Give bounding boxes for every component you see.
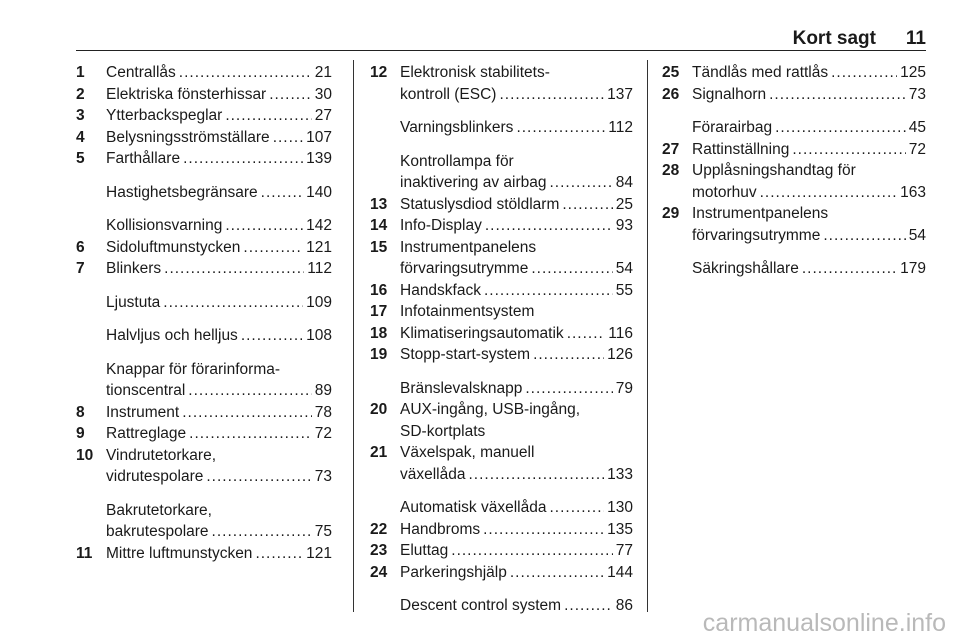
leader-dots xyxy=(225,105,311,127)
entry-title: Varningsblinkers xyxy=(400,119,514,136)
entry-number: 16 xyxy=(370,281,388,299)
leader-dots xyxy=(792,139,905,161)
column-divider xyxy=(353,60,354,612)
index-entry xyxy=(370,215,633,237)
entry-number: 10 xyxy=(76,446,94,464)
entry-title: Stopp-start-system xyxy=(400,346,531,363)
index-column-3 xyxy=(662,62,926,280)
entry-number: 2 xyxy=(76,85,85,103)
index-entry xyxy=(76,445,332,488)
leader-dots xyxy=(484,280,613,302)
leader-dots xyxy=(769,84,906,106)
index-entry xyxy=(370,323,633,345)
entry-number: 6 xyxy=(76,238,85,256)
entry-title: Ljustuta xyxy=(106,293,161,311)
leader-dots xyxy=(533,344,604,366)
entry-page-number: 86 xyxy=(615,597,633,614)
entry-title: Eluttag xyxy=(400,542,449,559)
entry-text-line: Instrumentpanelens xyxy=(400,238,537,256)
index-entry xyxy=(76,500,332,543)
entry-page-number: 135 xyxy=(607,520,633,538)
entry-number: 25 xyxy=(662,64,680,81)
index-entry xyxy=(370,519,633,541)
leader-dots xyxy=(562,194,612,216)
entry-number: 11 xyxy=(76,544,93,562)
entry-page-number: 55 xyxy=(615,281,633,299)
entry-page-number: 93 xyxy=(615,217,633,234)
entry-text-line: Instrumentpanelens xyxy=(692,205,829,222)
entry-page-number: 137 xyxy=(607,85,633,103)
leader-dots xyxy=(182,402,312,424)
entry-number: 8 xyxy=(76,403,85,421)
leader-dots xyxy=(189,423,312,445)
entry-page-number: 73 xyxy=(314,468,332,485)
index-entry xyxy=(76,127,332,149)
leader-dots xyxy=(516,117,605,139)
entry-page-number: 21 xyxy=(314,64,332,81)
entry-title: Rattreglage xyxy=(106,425,187,442)
entry-page-number: 72 xyxy=(908,140,926,158)
entry-page-number: 45 xyxy=(908,119,926,136)
leader-dots xyxy=(549,172,612,194)
entry-page-number: 25 xyxy=(615,195,633,213)
entry-title: Förarairbag xyxy=(692,119,773,136)
entry-number: 20 xyxy=(370,401,388,418)
entry-page-number: 121 xyxy=(306,238,332,256)
index-entry xyxy=(662,160,926,203)
leader-dots xyxy=(775,117,906,139)
index-entry xyxy=(370,194,633,216)
leader-dots xyxy=(163,292,303,314)
entry-title: Handskfack xyxy=(400,281,481,299)
entry-number: 26 xyxy=(662,85,680,103)
leader-dots xyxy=(510,562,604,584)
leader-dots xyxy=(273,127,303,149)
index-entry xyxy=(370,301,633,323)
entry-title: Handbroms xyxy=(400,520,481,538)
entry-number: 3 xyxy=(76,107,85,124)
index-entry xyxy=(76,84,332,106)
watermark: carmanualsonline.info xyxy=(702,609,946,637)
entry-title: inaktivering av airbag xyxy=(400,174,547,191)
entry-title: Rattinställning xyxy=(692,140,790,158)
entry-title: motorhuv xyxy=(692,183,757,201)
entry-title: Elektriska fönsterhissar xyxy=(106,85,267,103)
index-entry xyxy=(370,595,633,617)
index-column-1 xyxy=(76,62,332,564)
entry-page-number: 30 xyxy=(314,85,332,103)
section-title: Kort sagt xyxy=(792,28,876,49)
index-entry xyxy=(370,399,633,442)
leader-dots xyxy=(188,380,311,402)
leader-dots xyxy=(567,323,606,345)
index-entry xyxy=(370,497,633,519)
entry-title: Signalhorn xyxy=(692,85,767,103)
entry-title: Centrallås xyxy=(106,64,176,81)
leader-dots xyxy=(823,225,905,247)
entry-number: 7 xyxy=(76,260,85,277)
entry-page-number: 73 xyxy=(908,85,926,103)
entry-title: Bränslevalsknapp xyxy=(400,379,523,397)
leader-dots xyxy=(549,497,604,519)
leader-dots xyxy=(802,258,897,280)
entry-title: kontroll (ESC) xyxy=(400,85,497,103)
page-header xyxy=(76,26,926,51)
index-entry xyxy=(662,117,926,139)
entry-page-number: 89 xyxy=(314,382,332,399)
index-entry xyxy=(662,139,926,161)
index-entry xyxy=(370,344,633,366)
index-entry xyxy=(662,203,926,246)
entry-title: Ytterbackspeglar xyxy=(106,107,223,124)
entry-page-number: 107 xyxy=(306,128,332,146)
leader-dots xyxy=(760,182,898,204)
entry-title: Statuslysdiod stöldlarm xyxy=(400,195,560,213)
entry-text-line: Elektronisk stabilitets- xyxy=(400,64,550,81)
entry-title: förvaringsutrymme xyxy=(400,260,529,277)
entry-page-number: 112 xyxy=(307,260,332,277)
entry-number: 15 xyxy=(370,238,388,256)
entry-number: 22 xyxy=(370,520,388,538)
entry-number: 13 xyxy=(370,195,388,213)
entry-text-line: AUX-ingång, USB-ingång, xyxy=(400,401,581,418)
entry-page-number: 79 xyxy=(615,379,633,397)
entry-title: Parkeringshjälp xyxy=(400,563,507,581)
entry-page-number: 108 xyxy=(306,327,332,344)
leader-dots xyxy=(531,258,612,280)
entry-number: 28 xyxy=(662,162,680,179)
index-entry xyxy=(76,423,332,445)
entry-title: Mittre luftmunstycken xyxy=(106,544,253,562)
entry-title: Blinkers xyxy=(106,260,162,277)
entry-page-number: 130 xyxy=(607,499,633,516)
entry-title: Kollisionsvarning xyxy=(106,217,223,234)
entry-page-number: 116 xyxy=(608,324,633,342)
leader-dots xyxy=(525,378,612,400)
leader-dots xyxy=(241,325,303,347)
index-entry xyxy=(370,540,633,562)
entry-title: Belysningsströmställare xyxy=(106,128,270,146)
entry-number: 5 xyxy=(76,150,85,167)
entry-title: Automatisk växellåda xyxy=(400,499,547,516)
entry-number: 1 xyxy=(76,64,85,81)
index-entry xyxy=(76,182,332,204)
index-entry xyxy=(370,280,633,302)
leader-dots xyxy=(183,148,303,170)
index-entry xyxy=(76,237,332,259)
entry-number: 29 xyxy=(662,205,680,222)
leader-dots xyxy=(483,519,604,541)
index-entry xyxy=(370,562,633,584)
leader-dots xyxy=(261,182,303,204)
entry-number: 14 xyxy=(370,217,388,234)
leader-dots xyxy=(212,521,312,543)
index-entry xyxy=(76,402,332,424)
entry-title: bakrutespolare xyxy=(106,523,209,540)
leader-dots xyxy=(225,215,303,237)
entry-page-number: 179 xyxy=(900,260,926,277)
index-entry xyxy=(76,215,332,237)
leader-dots xyxy=(451,540,612,562)
index-entry xyxy=(370,151,633,194)
entry-title: Infotainmentsystem xyxy=(400,303,535,320)
leader-dots xyxy=(485,215,613,237)
entry-title: Hastighetsbegränsare xyxy=(106,183,258,201)
entry-number: 21 xyxy=(370,444,388,461)
entry-title: Farthållare xyxy=(106,150,181,167)
entry-page-number: 121 xyxy=(306,544,332,562)
entry-title: Instrument xyxy=(106,403,180,421)
page-number: 11 xyxy=(905,28,926,49)
leader-dots xyxy=(499,84,604,106)
leader-dots xyxy=(564,595,613,617)
entry-page-number: 72 xyxy=(314,425,332,442)
entry-page-number: 54 xyxy=(615,260,633,277)
entry-text-line: Vindrutetorkare, xyxy=(106,446,216,464)
entry-title: Sidoluftmunstycken xyxy=(106,238,241,256)
entry-title: Tändlås med rattlås xyxy=(692,64,829,81)
entry-number: 4 xyxy=(76,128,85,146)
entry-number: 23 xyxy=(370,542,388,559)
index-entry xyxy=(76,292,332,314)
entry-text-line: Knappar för förarinforma- xyxy=(106,360,281,378)
entry-title: Info-Display xyxy=(400,217,482,234)
index-entry xyxy=(370,117,633,139)
entry-page-number: 133 xyxy=(607,465,633,483)
leader-dots xyxy=(164,258,304,280)
index-entry xyxy=(662,258,926,280)
entry-title: Descent control system xyxy=(400,597,562,614)
entry-number: 27 xyxy=(662,140,680,158)
entry-title: SD-kortplats xyxy=(400,422,486,440)
leader-dots xyxy=(255,543,303,565)
entry-title: Klimatiseringsautomatik xyxy=(400,324,564,342)
index-entry xyxy=(662,62,926,84)
entry-page-number: 125 xyxy=(900,64,926,81)
index-entry xyxy=(76,359,332,402)
entry-text-line: Upplåsningshandtag för xyxy=(692,162,856,179)
entry-title: förvaringsutrymme xyxy=(692,226,821,244)
entry-page-number: 77 xyxy=(615,542,633,559)
entry-number: 18 xyxy=(370,324,388,342)
entry-title: vidrutespolare xyxy=(106,468,204,485)
entry-text-line: Bakrutetorkare, xyxy=(106,501,212,519)
entry-page-number: 109 xyxy=(306,293,332,311)
entry-number: 17 xyxy=(370,303,388,320)
index-entry xyxy=(662,84,926,106)
leader-dots xyxy=(206,466,311,488)
entry-title: växellåda xyxy=(400,465,466,483)
entry-page-number: 126 xyxy=(607,346,633,363)
entry-page-number: 84 xyxy=(615,174,633,191)
entry-text-line: Kontrollampa för xyxy=(400,152,514,170)
leader-dots xyxy=(269,84,312,106)
index-entry xyxy=(76,148,332,170)
entry-page-number: 78 xyxy=(314,403,332,421)
entry-page-number: 142 xyxy=(306,217,332,234)
index-column-2 xyxy=(370,62,633,617)
entry-number: 9 xyxy=(76,425,85,442)
entry-title: Halvljus och helljus xyxy=(106,327,238,344)
index-entry xyxy=(76,325,332,347)
entry-page-number: 75 xyxy=(314,523,332,540)
entry-title: tionscentral xyxy=(106,382,186,399)
entry-page-number: 163 xyxy=(900,183,926,201)
index-entry xyxy=(370,442,633,485)
index-entry xyxy=(76,258,332,280)
entry-title: Säkringshållare xyxy=(692,260,799,277)
leader-dots xyxy=(831,62,897,84)
leader-dots xyxy=(179,62,312,84)
entry-page-number: 140 xyxy=(306,183,332,201)
entry-page-number: 139 xyxy=(306,150,332,167)
entry-number: 12 xyxy=(370,64,388,81)
entry-page-number: 54 xyxy=(908,226,926,244)
entry-page-number: 27 xyxy=(314,107,332,124)
leader-dots xyxy=(469,464,605,486)
column-divider xyxy=(647,60,648,612)
index-entry xyxy=(76,62,332,84)
index-entry xyxy=(76,543,332,565)
entry-page-number: 144 xyxy=(607,563,633,581)
index-entry xyxy=(76,105,332,127)
index-entry xyxy=(370,62,633,105)
entry-page-number: 112 xyxy=(608,119,633,136)
index-entry xyxy=(370,378,633,400)
entry-number: 19 xyxy=(370,346,388,363)
leader-dots xyxy=(243,237,303,259)
index-entry xyxy=(370,237,633,280)
entry-number: 24 xyxy=(370,563,388,581)
entry-text-line: Växelspak, manuell xyxy=(400,444,535,461)
